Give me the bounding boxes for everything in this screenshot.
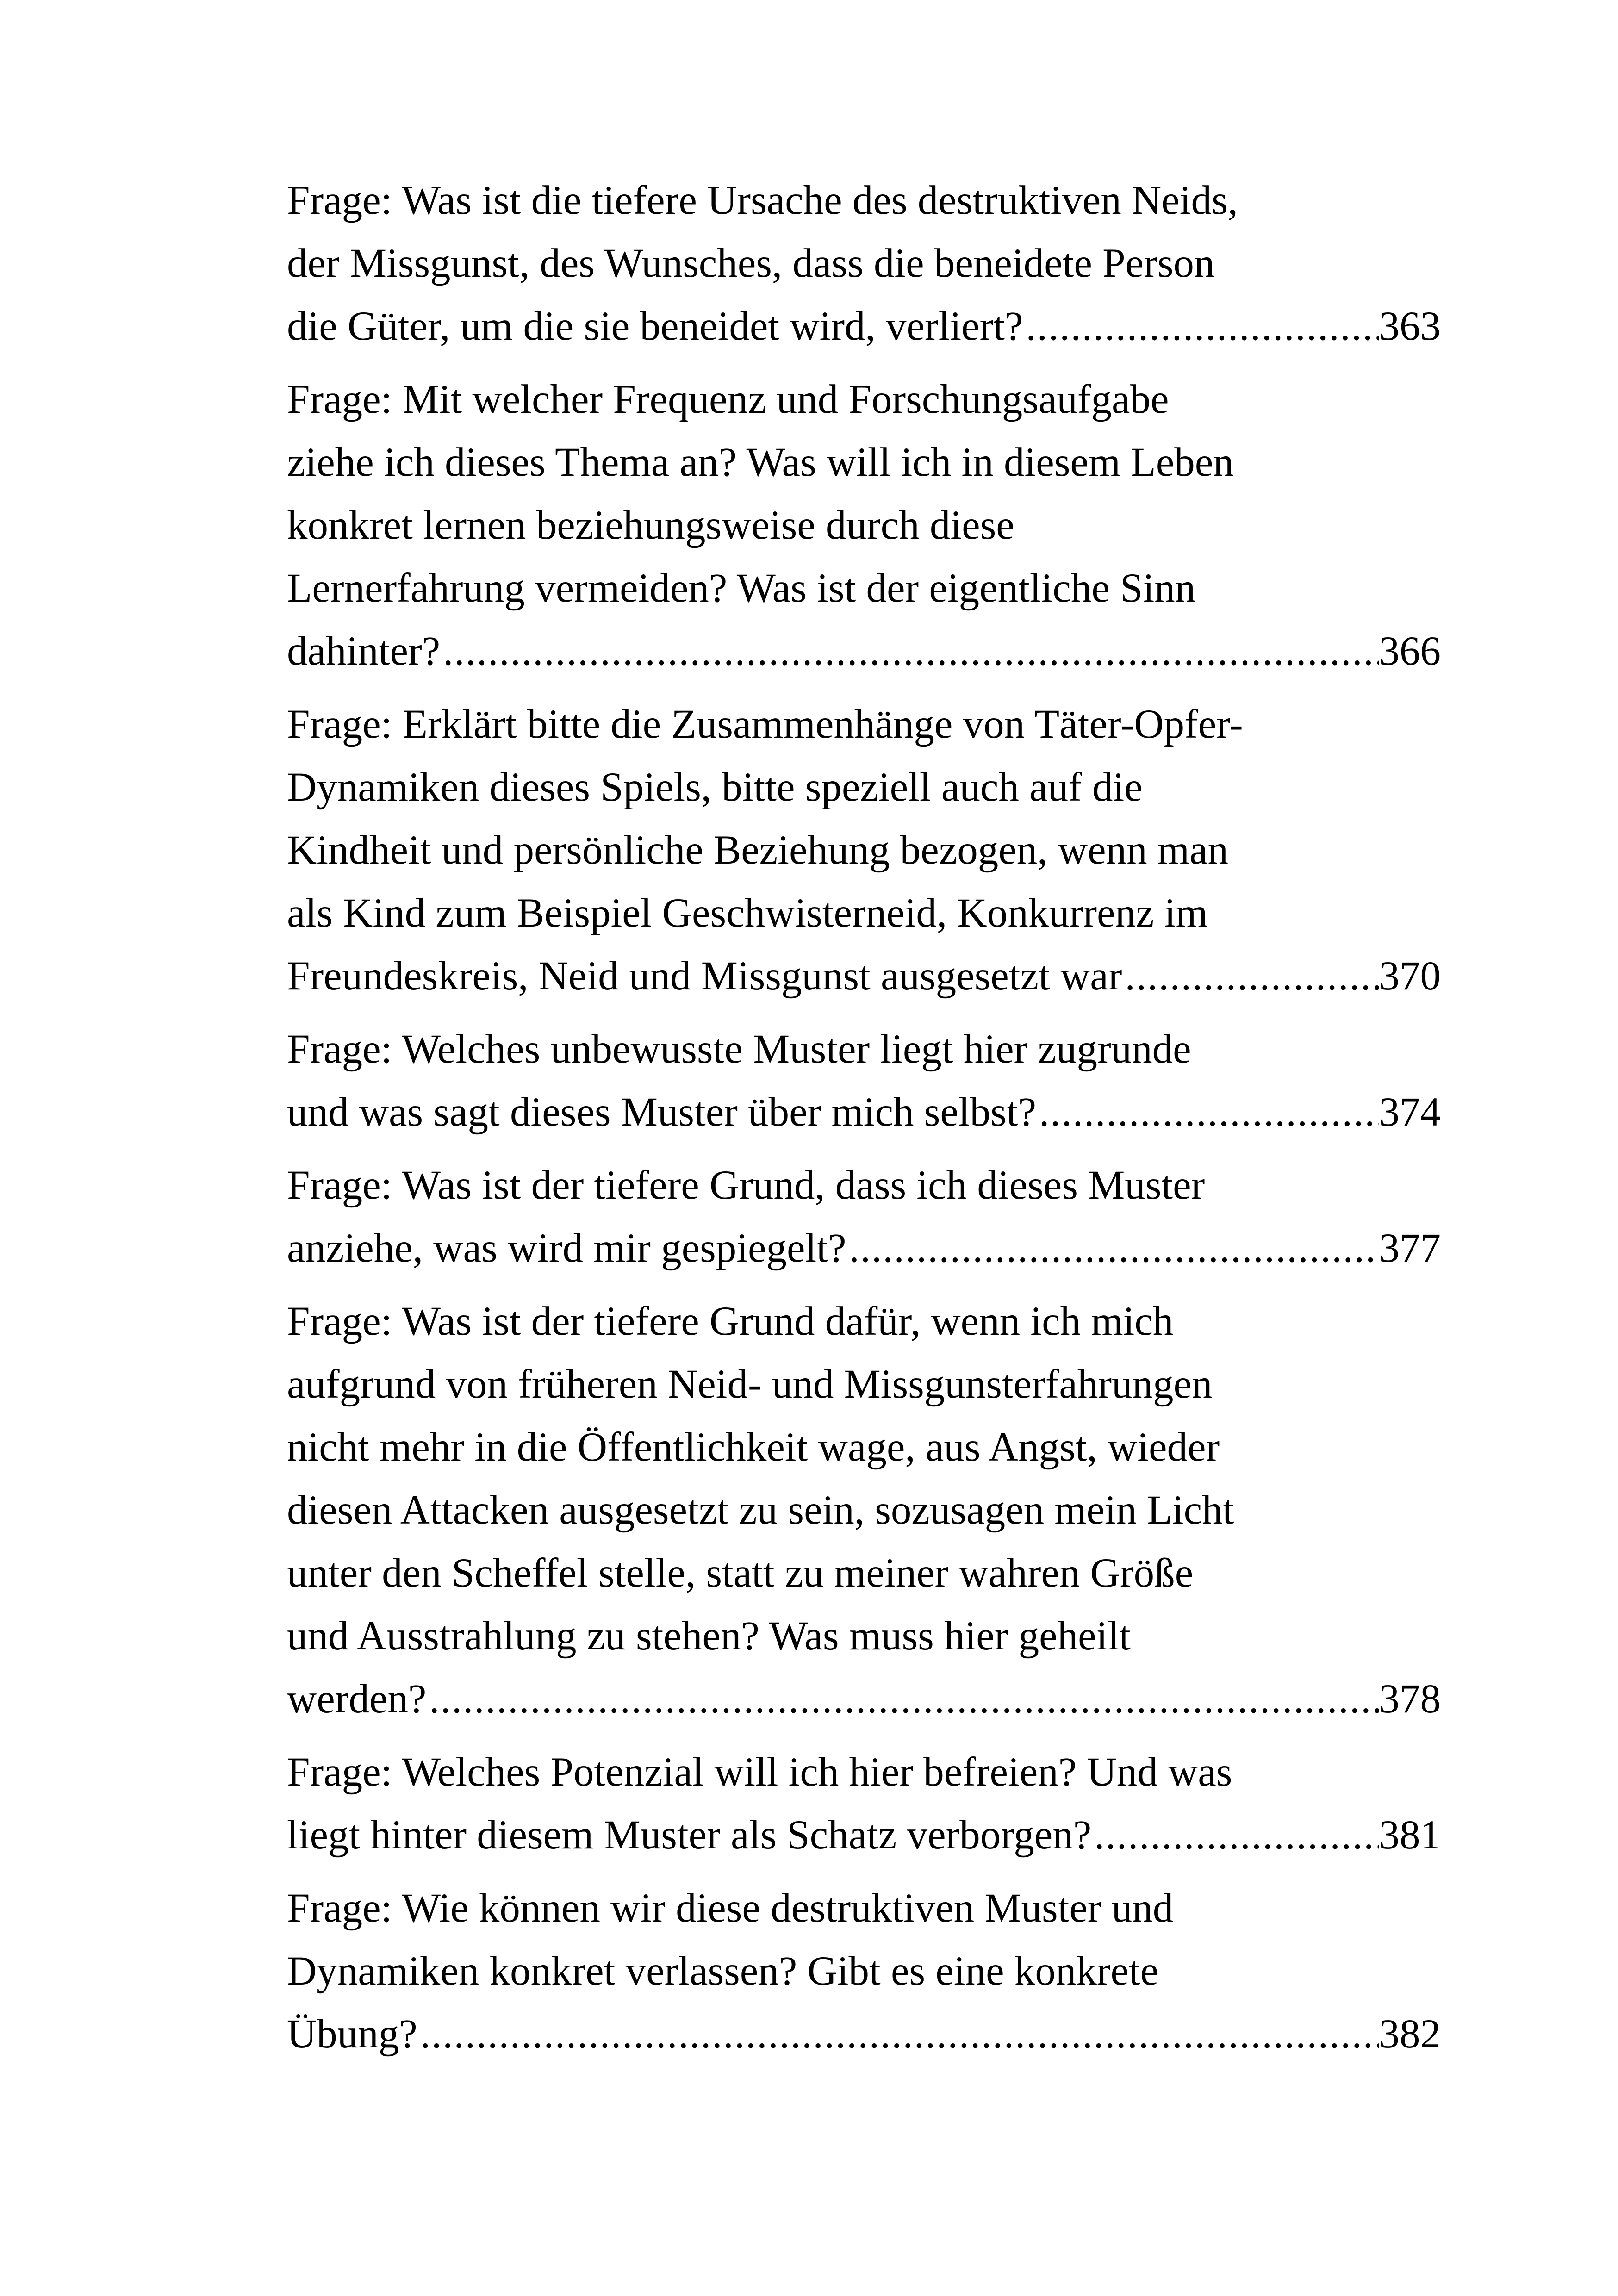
toc-entry-line: Frage: Was ist die tiefere Ursache des destruktiven Neids,: [287, 178, 1238, 223]
toc-entry: [287, 1154, 1441, 1280]
toc-entry-line: Frage: Wie können wir diese destruktiven Muster und: [287, 1885, 1174, 1931]
dot-leader: [846, 1217, 1379, 1280]
toc-entry-line: als Kind zum Beispiel Geschwisterneid, Konkurrenz im: [287, 890, 1208, 936]
toc-entry-line: Dynamiken konkret verlassen? Gibt es eine konkrete: [287, 1948, 1159, 1994]
dot-leader: [1091, 1804, 1379, 1867]
toc-entry: [287, 1877, 1441, 2066]
toc-entry-final-line: [287, 620, 1441, 683]
toc-entry-line: werden?: [287, 1676, 427, 1722]
toc-entry-line: nicht mehr in die Öffentlichkeit wage, aus Angst, wieder: [287, 1425, 1220, 1470]
dot-leader: [1122, 945, 1379, 1008]
toc-entry: [287, 368, 1441, 683]
toc-entry: [287, 169, 1441, 358]
page-number: 377: [1379, 1226, 1441, 1271]
page-number: 363: [1379, 304, 1441, 349]
toc-entry-line: die Güter, um die sie beneidet wird, verliert?: [287, 304, 1023, 349]
toc-entry: [287, 693, 1441, 1008]
dot-leader: [440, 620, 1379, 683]
table-of-contents: [287, 169, 1441, 2076]
toc-entry-line: Kindheit und persönliche Beziehung bezogen, wenn man: [287, 828, 1229, 873]
toc-entry-line: anziehe, was wird mir gespiegelt?: [287, 1226, 846, 1271]
page-number: 378: [1379, 1676, 1441, 1722]
toc-entry-line: Frage: Was ist der tiefere Grund, dass ich dieses Muster: [287, 1163, 1205, 1208]
page-number: 382: [1379, 2011, 1441, 2057]
toc-entry-line: Freundeskreis, Neid und Missgunst ausgesetzt war: [287, 953, 1122, 999]
dot-leader: [426, 1668, 1379, 1730]
page-number: 381: [1379, 1812, 1441, 1858]
toc-entry-line: ziehe ich dieses Thema an? Was will ich in diesem Leben: [287, 440, 1234, 485]
toc-entry-line: Frage: Was ist der tiefere Grund dafür, wenn ich mich: [287, 1299, 1174, 1344]
toc-entry-line: aufgrund von früheren Neid- und Missgunsterfahrungen: [287, 1362, 1213, 1407]
toc-entry-line: und Ausstrahlung zu stehen? Was muss hier geheilt: [287, 1613, 1131, 1659]
page-number: 370: [1379, 953, 1441, 999]
toc-entry-line: Frage: Welches unbewusste Muster liegt hier zugrunde: [287, 1027, 1191, 1072]
toc-entry-line: Frage: Mit welcher Frequenz und Forschungsaufgabe: [287, 377, 1169, 422]
toc-entry-line: Lernerfahrung vermeiden? Was ist der eigentliche Sinn: [287, 566, 1196, 611]
toc-entry-final-line: [287, 295, 1441, 358]
toc-entry-line: dahinter?: [287, 628, 441, 674]
dot-leader: [1036, 1081, 1379, 1144]
toc-entry-line: diesen Attacken ausgesetzt zu sein, sozusagen mein Licht: [287, 1487, 1234, 1533]
toc-entry-line: konkret lernen beziehungsweise durch diese: [287, 503, 1014, 548]
toc-entry: [287, 1741, 1441, 1867]
toc-entry: [287, 1290, 1441, 1730]
page-number: 366: [1379, 628, 1441, 674]
toc-entry-final-line: [287, 2003, 1441, 2066]
toc-entry-line: Frage: Erklärt bitte die Zusammenhänge von Täter-Opfer-: [287, 702, 1243, 747]
toc-entry-line: unter den Scheffel stelle, statt zu meiner wahren Größe: [287, 1550, 1194, 1596]
toc-entry-line: Frage: Welches Potenzial will ich hier befreien? Und was: [287, 1749, 1232, 1795]
toc-entry-final-line: [287, 1668, 1441, 1730]
dot-leader: [1023, 295, 1379, 358]
toc-entry-line: Übung?: [287, 2011, 417, 2057]
toc-entry: [287, 1018, 1441, 1144]
toc-entry-final-line: [287, 1081, 1441, 1144]
toc-entry-line: und was sagt dieses Muster über mich selbst?: [287, 1089, 1036, 1135]
toc-entry-line: liegt hinter diesem Muster als Schatz verborgen?: [287, 1812, 1092, 1858]
toc-entry-final-line: [287, 945, 1441, 1008]
toc-entry-line: der Missgunst, des Wunsches, dass die beneidete Person: [287, 241, 1215, 286]
page-number: 374: [1379, 1089, 1441, 1135]
toc-entry-line: Dynamiken dieses Spiels, bitte speziell auch auf die: [287, 765, 1143, 810]
toc-entry-final-line: [287, 1804, 1441, 1867]
toc-entry-final-line: [287, 1217, 1441, 1280]
dot-leader: [417, 2003, 1379, 2066]
